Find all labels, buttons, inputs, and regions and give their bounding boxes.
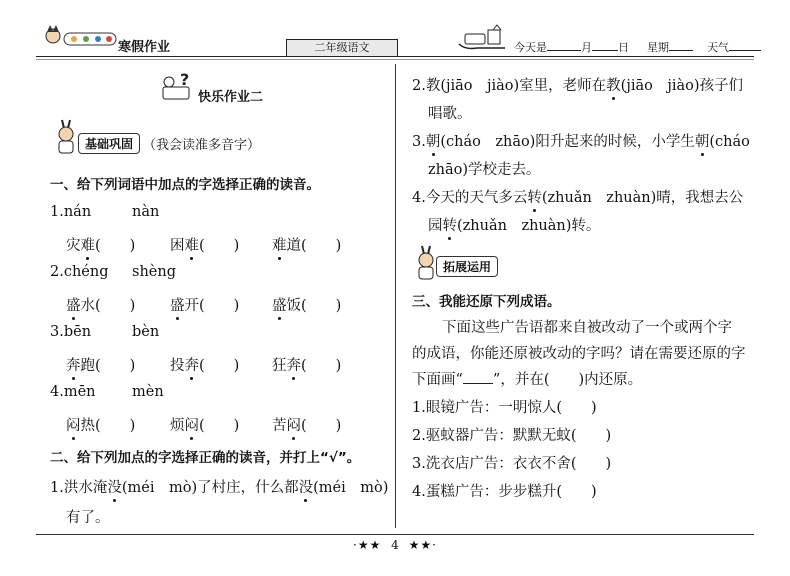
word-4-1: 闷热( ) [66, 418, 136, 434]
footer-rule [36, 534, 754, 535]
footer-stars-right: ★★· [408, 538, 437, 552]
footer-stars-left: ·★★ [353, 538, 382, 552]
idiom-item-1: 1.眼镜广告：一明惊人( ) [412, 400, 597, 416]
q3-title: 三、我能还原下列成语。 [412, 294, 561, 310]
q2-item-1-cont: 有了。 [66, 510, 110, 526]
sleigh-icon [455, 24, 513, 52]
q2-item-3-cont: zhāo)学校走去。 [428, 162, 541, 178]
word-4-2: 烦闷( ) [170, 418, 240, 434]
banner-basics: 基础巩固 [78, 133, 140, 154]
word-1-3: 难道( ) [272, 238, 342, 254]
q2-item-4: 4.今天的天气多云转(zhuǎn zhuàn)晴，我想去公 [412, 190, 744, 206]
brand-title: 寒假作业 [118, 40, 171, 55]
column-divider [395, 64, 396, 528]
word-row-4 [66, 414, 342, 435]
word-2-1: 盛水( ) [66, 298, 136, 314]
q2-item-1: 1.洪水淹没(méi mò)了村庄，什么都没(méi mò) [50, 480, 389, 496]
date-fields: 今天是 月 日 星期 天气 [514, 39, 761, 55]
q3-intro-3: 下面画“ ”，并在( )内还原。 [412, 372, 643, 388]
pinyin-row-1: 1.nán nàn [50, 204, 160, 220]
word-1-1: 灾难( ) [66, 238, 136, 254]
page-number: 4 [391, 538, 399, 552]
mascot-icon [52, 118, 80, 156]
word-2-2: 盛开( ) [170, 298, 240, 314]
q2-item-4-cont: 园转(zhuǎn zhuàn)转。 [428, 218, 601, 234]
pinyin-row-4: 4.mēn mèn [50, 384, 164, 400]
happy-kid-icon [160, 72, 194, 102]
page-number-area [350, 538, 440, 552]
banner-extend: 拓展运用 [436, 256, 498, 277]
q2-item-2-cont: 唱歌。 [428, 106, 472, 122]
word-4-3: 苦闷( ) [272, 418, 342, 434]
q2-title: 二、给下列加点的字选择正确的读音，并打上“√”。 [50, 450, 361, 466]
subject-box: 二年级语文 [286, 39, 398, 57]
banner-note: （我会读准多音字） [143, 138, 261, 153]
word-3-2: 投奔( ) [170, 358, 240, 374]
word-3-1: 奔跑( ) [66, 358, 136, 374]
q3-intro-2: 的成语，你能还原被改动的字吗？请在需要还原的字 [412, 346, 746, 362]
q1-title: 一、给下列词语中加点的字选择正确的读音。 [50, 177, 320, 193]
brand-logo [44, 24, 118, 50]
header-rule-thin [36, 59, 754, 60]
idiom-item-2: 2.驱蚊器广告：默默无蚊( ) [412, 428, 612, 444]
q3-intro-1: 下面这些广告语都来自被改动了一个或两个字 [442, 320, 732, 336]
svg-text:?: ? [180, 72, 190, 89]
section-title: 快乐作业二 [198, 90, 264, 105]
idiom-item-3: 3.洗衣店广告：衣衣不舍( ) [412, 456, 612, 472]
idiom-item-4: 4.蛋糕广告：步步糕升( ) [412, 484, 597, 500]
word-row-1 [66, 234, 342, 255]
word-3-3: 狂奔( ) [272, 358, 342, 374]
pinyin-row-3: 3.bēn bèn [50, 324, 160, 340]
word-row-2 [66, 294, 342, 315]
pinyin-row-2: 2.chéng shèng [50, 264, 176, 280]
q2-item-2: 2.教(jiāo jiào)室里，老师在教(jiāo jiào)孩子们 [412, 78, 744, 94]
word-row-3 [66, 354, 342, 375]
header-rule [36, 56, 754, 57]
word-1-2: 困难( ) [170, 238, 240, 254]
q2-item-3: 3.朝(cháo zhāo)阳升起来的时候，小学生朝(cháo [412, 134, 750, 150]
word-2-3: 盛饭( ) [272, 298, 342, 314]
